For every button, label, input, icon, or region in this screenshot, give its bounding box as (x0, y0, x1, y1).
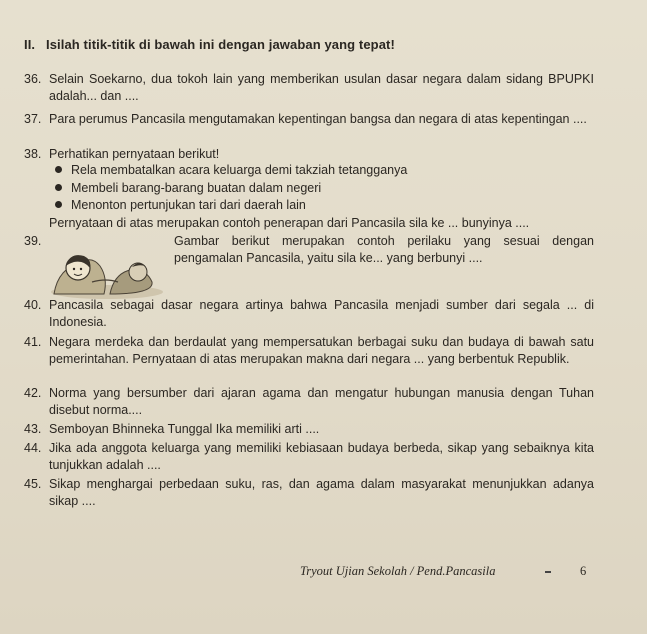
bullet-text: Rela membatalkan acara keluarga demi takziah tetangganya (71, 163, 408, 177)
question-text: Selain Soekarno, dua tokoh lain yang memberikan usulan dasar negara dalam sidang BPUPKI adalah... dan .... (49, 72, 594, 103)
question-number: 43. (24, 422, 42, 436)
question-38 (24, 146, 594, 163)
bullet-text: Membeli barang-barang buatan dalam negeri (71, 181, 322, 195)
question-43 (24, 421, 594, 438)
question-text: Perhatikan pernyataan berikut! (49, 147, 220, 161)
question-number: 42. (24, 386, 42, 400)
question-text: Norma yang bersumber dari ajaran agama dan mengatur hubungan manusia dengan Tuhan disebut norma.... (49, 386, 594, 417)
question-text: Negara merdeka dan berdaulat yang mempersatukan berbagai suku dan budaya di bawah satu pemerintahan. Pernyataan di atas merupakan makna dari negara ... yang berbentuk Republik. (49, 335, 594, 366)
question-text: Pancasila sebagai dasar negara artinya bahwa Pancasila menjadi sumber dari segala ... di Indonesia. (49, 298, 594, 329)
question-37 (24, 111, 594, 128)
question-42 (24, 385, 594, 419)
question-text: Sikap menghargai perbedaan suku, ras, dan agama dalam masyarakat menunjukkan adanya sikap .... (49, 477, 594, 508)
question-number: 44. (24, 441, 42, 455)
question-40 (24, 297, 594, 331)
bullet-icon (55, 184, 62, 191)
q38-closing: Pernyataan di atas merupakan contoh penerapan dari Pancasila sila ke ... bunyinya .... (49, 216, 530, 230)
footer-dash (545, 571, 551, 573)
section-number: II. (24, 37, 36, 52)
q38-bullet-2 (55, 180, 321, 197)
footer-title: Tryout Ujian Sekolah / Pend.Pancasila (300, 564, 496, 578)
question-number: 41. (24, 335, 42, 349)
question-number: 39. (24, 234, 42, 248)
question-text: Semboyan Bhinneka Tunggal Ika memiliki arti .... (49, 422, 320, 436)
question-number: 38. (24, 147, 42, 161)
q38-bullet-3 (55, 197, 306, 214)
bullet-text: Menonton pertunjukan tari dari daerah lain (71, 198, 306, 212)
section-instruction: Isilah titik-titik di bawah ini dengan jawaban yang tepat! (46, 37, 395, 52)
q39-illustration (48, 248, 166, 300)
question-number: 36. (24, 72, 42, 86)
question-41 (24, 334, 594, 368)
question-text: Gambar berikut merupakan contoh perilaku yang sesuai dengan pengamalan Pancasila, yaitu sila ke... yang berbunyi .... (174, 234, 594, 265)
question-text: Para perumus Pancasila mengutamakan kepentingan bangsa dan negara di atas kepentingan .... (49, 112, 587, 126)
section-title (24, 37, 395, 52)
question-text: Jika ada anggota keluarga yang memiliki kebiasaan budaya berbeda, sikap yang sebaiknya kita tunjukkan adalah .... (49, 441, 594, 472)
question-45 (24, 476, 594, 510)
question-number: 45. (24, 477, 42, 491)
bullet-icon (55, 166, 62, 173)
question-number: 37. (24, 112, 42, 126)
q38-bullet-1 (55, 162, 407, 179)
bullet-icon (55, 201, 62, 208)
question-number: 40. (24, 298, 42, 312)
page-number: 6 (580, 564, 587, 578)
question-36 (24, 71, 594, 105)
question-44 (24, 440, 594, 474)
